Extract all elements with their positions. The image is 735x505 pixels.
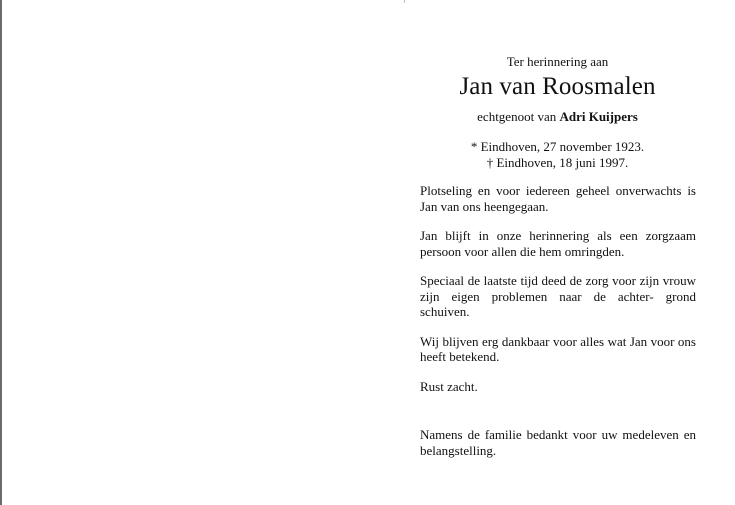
page-left-edge	[0, 0, 2, 505]
spouse-line	[420, 109, 695, 125]
paragraph: Rust zacht.	[420, 378, 478, 394]
paragraph: Plotseling en voor iedereen geheel onverwachts is Jan van ons heengegaan.	[420, 183, 696, 214]
deceased-name: Jan van Roosmalen	[459, 73, 656, 100]
spouse-name: Adri Kuijpers	[559, 109, 638, 124]
fold-mark	[404, 0, 405, 3]
paragraph: Wij blijven erg dankbaar voor alles wat Jan voor ons heeft betekend.	[420, 333, 696, 364]
memorial-text	[420, 183, 696, 408]
intro-line: Ter herinnering aan	[506, 54, 609, 69]
closing-text: Namens de familie bedankt voor uw medeleven en belangstelling.	[420, 427, 696, 458]
life-dates	[420, 139, 695, 171]
spouse-prefix: echtgenoot van	[477, 109, 557, 124]
death-line: † Eindhoven, 18 juni 1997.	[486, 155, 629, 170]
paragraph: Jan blijft in onze herinnering als een zorgzaam persoon voor allen die hem omringden.	[420, 228, 696, 259]
birth-line: * Eindhoven, 27 november 1923.	[470, 139, 645, 154]
memorial-header	[420, 54, 695, 171]
paragraph: Speciaal de laatste tijd deed de zorg voor zijn vrouw zijn eigen problemen naar de achter- grond schuiven.	[420, 273, 696, 319]
